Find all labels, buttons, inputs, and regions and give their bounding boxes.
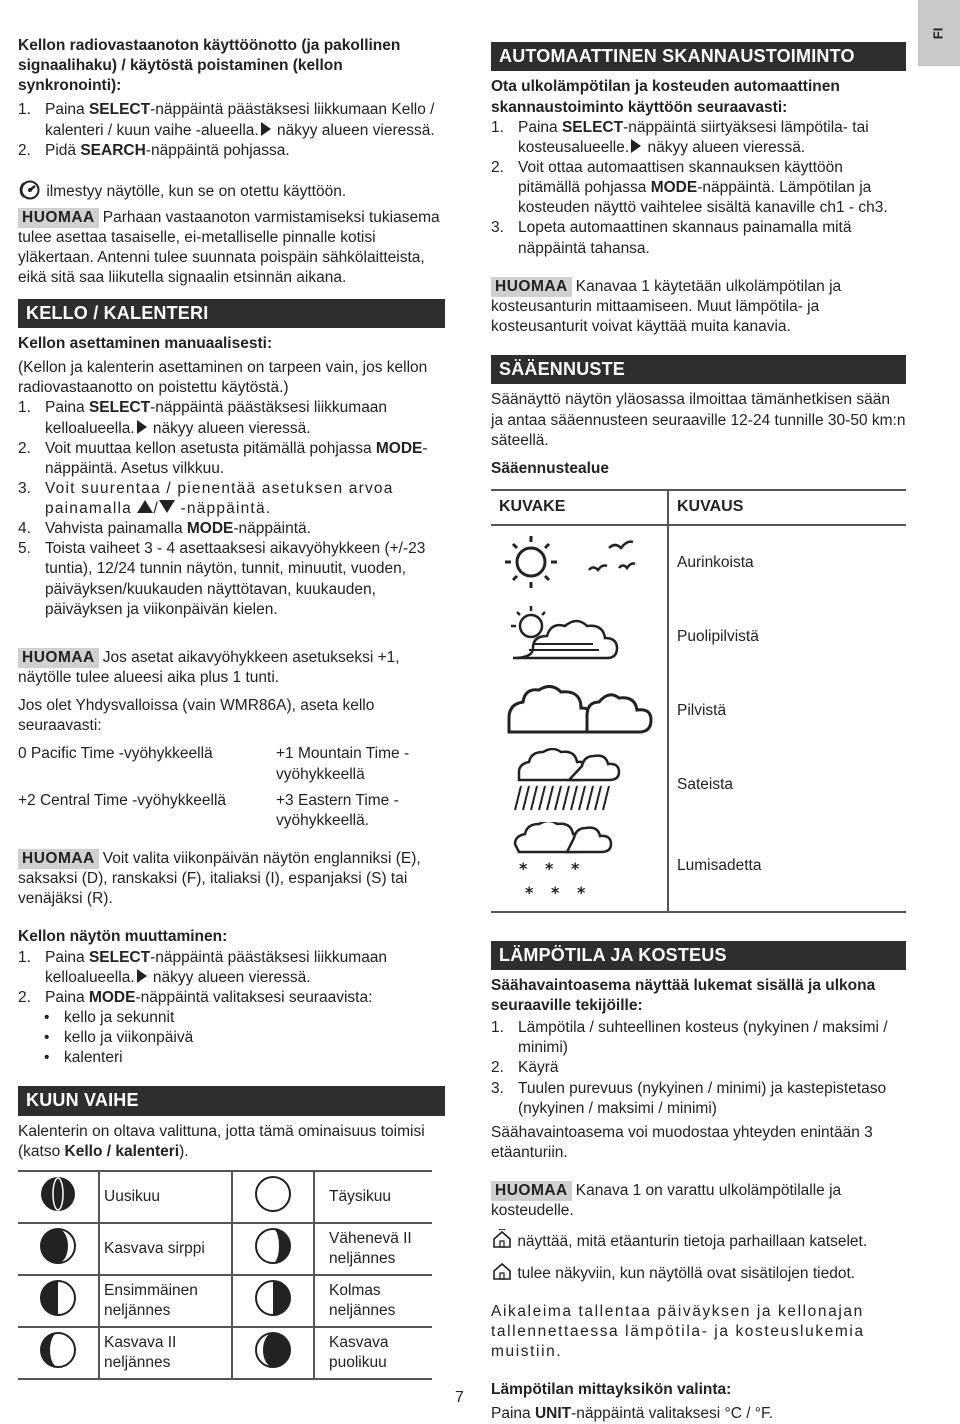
display-steps bbox=[18, 948, 445, 1069]
timestamp-text: Aikaleima tallentaa päiväyksen ja kellonajan tallennettaessa lämpötila- ja kosteuslukemia muistiin. bbox=[491, 1302, 865, 1361]
manual-intro: (Kellon ja kalenterin asettaminen on tarpeen vain, jos kellon radiovastaanotto on poistettu käytöstä.) bbox=[18, 359, 428, 397]
svg-text:*: * bbox=[571, 859, 580, 879]
language-tab bbox=[918, 0, 960, 66]
list-item: 3. Lopeta automaattinen skannaus painamalla mitä näppäintä tahansa. bbox=[491, 219, 852, 257]
list-item: 3. Tuulen purevuus (nykyinen / minimi) ja kastepistetaso (nykyinen / maksimi / minimi) bbox=[491, 1079, 887, 1117]
manual-steps bbox=[18, 398, 445, 620]
list-item: 2. Voit muuttaa kellon asetusta pitämällä pohjassa MODE-näppäintä. Asetus vilkkuu. bbox=[18, 439, 428, 477]
new-moon-icon bbox=[38, 1174, 78, 1214]
us-zones bbox=[18, 744, 445, 831]
list-item: 1. Paina SELECT-näppäintä päästäksesi liikkumaan Kello / kalenteri / kuun vaihe -alueella. näkyy alueen vieressä. bbox=[18, 101, 435, 139]
rainy-icon bbox=[491, 748, 667, 816]
channel-note: HUOMAA Kanava 1 on varattu ulkolämpötilalle ja kosteudelle. bbox=[491, 1182, 842, 1220]
temp-title: Säähavaintoasema näyttää lukemat sisällä ja ulkona seuraaville tekijöille: bbox=[491, 976, 876, 1015]
partly-cloudy-icon bbox=[491, 600, 667, 668]
forecast-text: Säänäyttö näytön yläosassa ilmoittaa tämänhetkisen sään ja antaa sääennusteen seuraaville 12-24 tunnille 30-50 km:n säteellä. bbox=[491, 391, 906, 449]
arrow-right-icon bbox=[261, 122, 271, 136]
auto-scan-heading: AUTOMAATTINEN SKANNAUSTOIMINTO bbox=[491, 42, 906, 71]
third-quarter-icon bbox=[253, 1278, 293, 1318]
remote-icon-line: näyttää, mitä etäanturin tietoja parhaillaan katselet. bbox=[491, 1229, 906, 1252]
indoor-icon-line: tulee näkyviin, kun näytöllä ovat sisätilojen tiedot. bbox=[491, 1261, 906, 1284]
note-badge: HUOMAA bbox=[491, 1181, 572, 1201]
svg-text:*: * bbox=[519, 859, 528, 879]
arrow-right-icon bbox=[137, 969, 147, 983]
clock-calendar-heading: KELLO / KALENTERI bbox=[18, 299, 445, 328]
note-badge: HUOMAA bbox=[18, 648, 99, 668]
page-number: 7 bbox=[455, 1389, 464, 1406]
note-badge: HUOMAA bbox=[18, 849, 99, 869]
table-row: Ensimmäinen neljännes Kolmas neljännes bbox=[18, 1275, 432, 1327]
bullet-item: • kello ja sekunnit bbox=[44, 1009, 175, 1027]
radio-steps bbox=[18, 100, 445, 160]
remote-sensor-house-icon bbox=[491, 1229, 513, 1249]
svg-text:*: * bbox=[525, 883, 534, 903]
zone-item: 0 Pacific Time -vyöhykkeellä bbox=[18, 745, 213, 763]
radio-title: Kellon radiovastaanoton käyttöönotto (ja pakollinen signaalihaku) / käytöstä poistaminen (kellon synkronointi): bbox=[18, 37, 401, 95]
unit-title: Lämpötilan mittayksikön valinta: bbox=[491, 1381, 732, 1399]
temp-steps bbox=[491, 1018, 906, 1119]
list-item: 1. Paina SELECT-näppäintä päästäksesi liikkumaan kelloalueella. näkyy alueen vieressä. bbox=[18, 948, 388, 986]
forecast-area-title: Sääennustealue bbox=[491, 459, 610, 477]
table-row: Kasvava II neljännes Kasvava puolikuu bbox=[18, 1327, 432, 1379]
moon-phase-table bbox=[18, 1170, 432, 1380]
table-row: Puolipilvistä bbox=[491, 600, 906, 674]
svg-text:*: * bbox=[551, 883, 560, 903]
table-header-row: KUVAKE KUVAUS bbox=[491, 490, 906, 525]
list-item: 2. Käyrä bbox=[491, 1059, 559, 1077]
svg-text:*: * bbox=[545, 859, 554, 879]
scan-title: Ota ulkolämpötilan ja kosteuden automaattinen skannaustoiminto käyttöön seuraavasti: bbox=[491, 78, 840, 116]
display-title: Kellon näytön muuttaminen: bbox=[18, 928, 228, 946]
svg-text:*: * bbox=[577, 883, 586, 903]
forecast-heading: SÄÄENNUSTE bbox=[491, 355, 906, 384]
up-arrow-icon bbox=[137, 500, 153, 513]
radio-note: HUOMAA Parhaan vastaanoton varmistamiseksi tukiasema tulee asettaa tasaiselle, ei-metalliselle pinnalle kotisi yläkertaan. Antenni tulee suunnata poispäin sähkölaitteista, eikä sitä saa liikutella signaalin etsinnän aikana. bbox=[18, 208, 440, 287]
snowy-icon bbox=[491, 822, 667, 904]
table-row: Aurinkoista bbox=[491, 525, 906, 600]
language-note: HUOMAA Voit valita viikonpäivän näytön englanniksi (E), saksaksi (D), ranskaksi (F), italiaksi (I), espanjaksi (S) tai venäjäksi (R). bbox=[18, 850, 421, 908]
sensor-connection-text: Säähavaintoasema voi muodostaa yhteyden enintään 3 etäanturiin. bbox=[491, 1123, 873, 1162]
moon-intro: Kalenterin on oltava valittuna, jotta tämä ominaisuus toimisi (katso Kello / kalenteri). bbox=[18, 1122, 425, 1160]
zone-item: +3 Eastern Time -vyöhykkeellä. bbox=[276, 791, 399, 829]
table-row: Sateista bbox=[491, 748, 906, 822]
moon-phase-heading: KUUN VAIHE bbox=[18, 1086, 445, 1115]
cloudy-icon bbox=[491, 674, 667, 742]
zone-item: +1 Mountain Time -vyöhykkeellä bbox=[276, 745, 410, 783]
scan-steps bbox=[491, 118, 906, 259]
list-item: 2. Paina MODE-näppäintä valitaksesi seuraavista: bbox=[18, 988, 373, 1006]
note-badge: HUOMAA bbox=[18, 208, 99, 228]
radio-signal-icon bbox=[18, 179, 42, 201]
left-column bbox=[18, 36, 445, 1380]
bullet-item: • kalenteri bbox=[44, 1049, 123, 1067]
zone-item: +2 Central Time -vyöhykkeellä bbox=[18, 791, 227, 809]
list-item: 1. Lämpötila / suhteellinen kosteus (nykyinen / maksimi / minimi) bbox=[491, 1019, 888, 1057]
waning-crescent-icon bbox=[253, 1330, 293, 1370]
radio-icon-line: ilmestyy näytölle, kun se on otettu käyttöön. bbox=[18, 179, 445, 202]
temperature-humidity-heading: LÄMPÖTILA JA KOSTEUS bbox=[491, 941, 906, 970]
manual-title: Kellon asettaminen manuaalisesti: bbox=[18, 334, 273, 352]
waxing-gibbous-icon bbox=[38, 1330, 78, 1370]
list-item: 2. Voit ottaa automaattisen skannauksen käyttöön pitämällä pohjassa MODE-näppäintä. Lämpötilan ja kosteuden näyttö vaihtelee sisältä kanaville ch1 - ch3. bbox=[491, 158, 888, 217]
unit-text: Paina UNIT-näppäintä valitaksesi °C / °F. bbox=[491, 1405, 774, 1423]
us-intro: Jos olet Yhdysvalloissa (vain WMR86A), aseta kello seuraavasti: bbox=[18, 697, 375, 735]
list-item: 5. Toista vaiheet 3 - 4 asettaaksesi aikavyöhykkeen (+/-23 tuntia), 12/24 tunnin näytön, tunnit, minuutit, vuoden, päiväyksen/kuukauden näyttötavan, kuukauden, päiväyksen ja viikonpäivän kielen. bbox=[18, 540, 426, 618]
table-row: * * * * * * Lumisadetta bbox=[491, 822, 906, 911]
table-row: Kasvava sirppi Vähenevä II neljännes bbox=[18, 1223, 432, 1275]
down-arrow-icon bbox=[159, 500, 175, 513]
table-row: Pilvistä bbox=[491, 674, 906, 748]
list-item: 1. Paina SELECT-näppäintä siirtyäksesi lämpötila- tai kosteusalueelle. näkyy alueen vieressä. bbox=[491, 118, 869, 156]
full-moon-icon bbox=[253, 1174, 293, 1214]
timezone-note: HUOMAA Jos asetat aikavyöhykkeen asetukseksi +1, näytölle tulee alueesi aika plus 1 tunti. bbox=[18, 648, 400, 687]
first-quarter-icon bbox=[38, 1278, 78, 1318]
bullet-item: • kello ja viikonpäivä bbox=[44, 1029, 194, 1047]
language-code: FI bbox=[930, 27, 946, 39]
sunny-icon bbox=[491, 526, 667, 594]
scan-note: HUOMAA Kanavaa 1 käytetään ulkolämpötilan ja kosteusanturin mittaamiseen. Muut lämpötila- ja kosteusanturit voivat käyttää muita kanavia. bbox=[491, 277, 842, 335]
list-item: 4. Vahvista painamalla MODE-näppäintä. bbox=[18, 520, 311, 538]
arrow-right-icon bbox=[137, 420, 147, 434]
note-badge: HUOMAA bbox=[491, 277, 572, 297]
list-item: 1. Paina SELECT-näppäintä päästäksesi liikkumaan kelloalueella. näkyy alueen vieressä. bbox=[18, 399, 388, 437]
waxing-crescent-icon bbox=[38, 1226, 78, 1266]
list-item: 2. Pidä SEARCH-näppäintä pohjassa. bbox=[18, 141, 290, 159]
list-item: 3. Voit suurentaa / pienentää asetuksen arvoa painamalla / -näppäintä. bbox=[18, 479, 394, 518]
indoor-house-icon bbox=[491, 1261, 513, 1281]
right-column bbox=[491, 42, 906, 1424]
weather-icon-table bbox=[491, 489, 906, 913]
waning-gibbous-icon bbox=[253, 1226, 293, 1266]
arrow-right-icon bbox=[631, 139, 641, 153]
table-row: Uusikuu Täysikuu bbox=[18, 1171, 432, 1223]
